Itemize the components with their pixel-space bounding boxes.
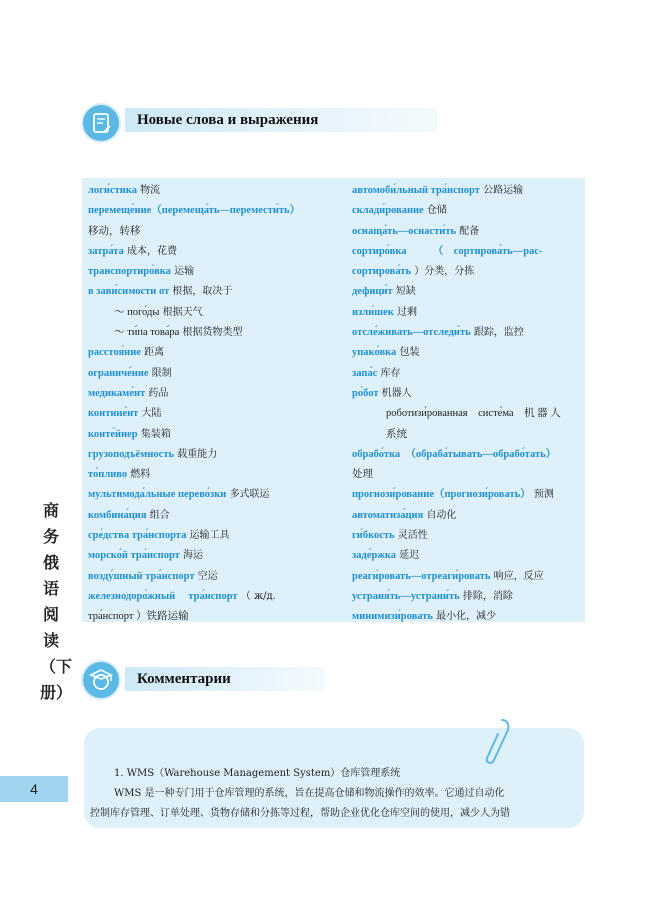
vocab-chinese: 公路运输	[483, 185, 524, 196]
vocab-entry	[352, 282, 584, 302]
vocab-russian: мультимода́льные перево́зки	[88, 489, 227, 501]
vocab-entry	[352, 364, 584, 384]
vocab-chinese: 燃料	[130, 469, 151, 481]
vocab-russian: склади́рование	[352, 205, 424, 217]
vocab-continuation: тра́нспорт ）铁路运输	[88, 611, 189, 623]
vocab-column-right	[352, 181, 584, 628]
vocab-russian: упако́вка	[352, 347, 397, 359]
vocab-entry	[352, 181, 584, 201]
vocab-russian: в зави́симости от	[88, 286, 170, 298]
vocab-continuation: 移动，转移	[88, 225, 141, 237]
vocab-chinese: 跟踪，监控	[473, 327, 524, 339]
vocab-entry	[352, 343, 584, 363]
vocab-russian: комбина́ция	[88, 509, 147, 521]
vocab-russian: логи́стика	[88, 185, 137, 196]
vocab-entry	[352, 384, 584, 404]
vocab-russian: конте́йнер	[88, 428, 138, 440]
vocab-chinese: 仓储	[426, 205, 447, 217]
vocab-chinese: 根据天气	[162, 306, 203, 318]
comment-line-2: WMS 是一种专门用于仓库管理的系统，旨在提高仓储和物流操作的效率。它通过自动化	[114, 788, 505, 799]
vocab-russian: ро́бот	[352, 387, 379, 399]
vocab-entry	[88, 323, 338, 343]
vocab-russian: обрабо́тка （обраба́тывать—обрабо́тать）	[352, 448, 557, 460]
vocab-chinese: 排除，消除	[462, 590, 513, 602]
vocab-russian: ограниче́ние	[88, 367, 149, 379]
vocab-chinese: 运输工具	[189, 530, 230, 542]
vocab-chinese: 过剩	[396, 306, 417, 318]
vocab-entry	[88, 181, 338, 201]
vocab-entry	[88, 465, 338, 485]
vocab-russian: оснаща́ть—оснасти́ть	[352, 225, 457, 237]
vocab-russian: расстоя́ние	[88, 347, 141, 359]
paperclip-icon	[478, 716, 518, 776]
vocab-entry	[88, 445, 338, 465]
vocab-chinese: 根据，取决于	[172, 286, 233, 298]
vocab-entry	[352, 222, 584, 242]
vocab-chinese: 大陆	[141, 408, 162, 420]
notebook-icon	[83, 105, 119, 141]
vocab-entry	[88, 404, 338, 424]
vocab-entry	[352, 546, 584, 566]
vocab-entry	[88, 607, 338, 627]
vocab-entry	[88, 303, 338, 323]
vocab-russian: минимизи́ровать	[352, 611, 433, 623]
vocab-russian: железнодоро́жный тра́нспорт	[88, 590, 238, 602]
vocab-entry	[88, 201, 338, 221]
page-number: 4	[0, 776, 68, 802]
vocab-entry	[352, 262, 584, 282]
vocab-column-left	[88, 181, 338, 628]
vocab-russian: грузоподъёмность	[88, 448, 175, 460]
vocab-russian: сортирова́ть	[352, 266, 412, 278]
vocab-russian: затра́та	[88, 245, 124, 257]
vocab-chinese: 机器人	[381, 387, 412, 399]
vocab-russian: медикаме́нт	[88, 387, 146, 399]
vocab-entry	[352, 303, 584, 323]
vocab-subentry: 系统	[386, 428, 407, 440]
vocab-chinese: 空运	[197, 570, 218, 582]
vocab-chinese: 预测	[533, 489, 554, 501]
comment-line-3: 控制库存管理、订单处理、货物存储和分拣等过程，帮助企业优化仓库空间的使用，减少人为错	[90, 808, 510, 819]
vocab-chinese: 药品	[148, 387, 169, 399]
vocab-chinese: 根据货物类型	[182, 327, 243, 339]
vocab-subentry: роботизи́рованная систе́ма 机 器 人	[386, 408, 561, 420]
vocab-chinese: 运输	[174, 266, 195, 278]
vocab-russian: сре́дства тра́нспорта	[88, 530, 187, 542]
vocab-russian: изли́шек	[352, 306, 394, 318]
vocab-example: ～ ти́па това́ра	[114, 327, 180, 339]
vocab-russian: прогнози́рование（прогнози́ровать）	[352, 489, 531, 501]
vocab-chinese: 短缺	[395, 286, 416, 298]
vocab-entry	[88, 384, 338, 404]
vocab-russian: отсле́живать—отследи́ть	[352, 327, 471, 339]
vocab-chinese: 组合	[149, 509, 170, 521]
vocab-entry	[88, 222, 338, 242]
vocab-chinese: 多式联运	[229, 489, 270, 501]
vocab-example: ～ пого́ды	[114, 306, 160, 318]
vocab-entry	[352, 607, 584, 627]
vocab-entry	[352, 242, 584, 262]
vocab-russian: устраня́ть—устрани́ть	[352, 590, 460, 602]
vocab-entry	[352, 587, 584, 607]
vocab-chinese: 海运	[183, 550, 204, 562]
vocabulary-box	[82, 178, 585, 622]
comment-line-1: 1. WMS（Warehouse Management System）仓库管理系统	[114, 768, 401, 779]
vocab-chinese: 灵活性	[397, 530, 428, 542]
vocab-chinese: 集装箱	[140, 428, 171, 440]
vocab-entry	[352, 445, 584, 465]
vocab-russian: ги́бкость	[352, 530, 395, 542]
vocab-entry	[88, 282, 338, 302]
vocab-russian: контине́нт	[88, 408, 139, 420]
vocab-entry	[352, 404, 584, 424]
vocab-entry	[352, 485, 584, 505]
student-cap-icon	[83, 662, 119, 698]
vocab-entry	[352, 465, 584, 485]
vocab-russian: заде́ржка	[352, 550, 397, 562]
vocab-entry	[88, 506, 338, 526]
vocab-russian: дефици́т	[352, 286, 393, 298]
vocab-entry	[352, 567, 584, 587]
vocab-entry	[88, 485, 338, 505]
vocab-entry	[352, 323, 584, 343]
book-side-title: 商务俄语阅读（下册）	[40, 501, 73, 702]
vocab-entry	[352, 526, 584, 546]
vocab-entry	[88, 364, 338, 384]
vocab-chinese: 包装	[399, 347, 420, 359]
vocab-entry	[88, 526, 338, 546]
vocab-entry	[88, 343, 338, 363]
vocab-continuation: 处理	[352, 469, 373, 481]
vocab-russian: автоматиза́ция	[352, 509, 424, 521]
vocab-chinese: 响应，反应	[493, 570, 544, 582]
vocab-entry	[88, 587, 338, 607]
vocab-entry	[352, 506, 584, 526]
vocab-chinese: 物流	[140, 185, 161, 196]
vocab-chinese: 距离	[144, 347, 165, 359]
vocab-entry	[88, 262, 338, 282]
section-title-new-words: Новые слова и выражения	[125, 108, 437, 132]
vocab-russian: сортиро́вка （ сортирова́ть—рас-	[352, 245, 543, 257]
vocab-chinese: 自动化	[426, 509, 457, 521]
vocab-entry	[88, 546, 338, 566]
vocab-chinese: 最小化，减少	[436, 611, 497, 623]
vocab-russian: возду́шный тра́нспорт	[88, 570, 195, 582]
vocab-chinese: 库存	[380, 367, 401, 379]
vocab-chinese: 载重能力	[177, 448, 218, 460]
vocab-entry	[88, 567, 338, 587]
vocab-russian: морско́й тра́нспорт	[88, 550, 180, 562]
vocab-russian: транспортиро́вка	[88, 266, 171, 278]
vocab-entry	[352, 425, 584, 445]
vocab-russian: автомоби́льный тра́нспорт	[352, 185, 480, 196]
vocab-chinese: ）分类，分拣	[414, 266, 475, 278]
vocab-russian: реаги́ровать—отреаги́ровать	[352, 570, 491, 582]
vocab-russian: запа́с	[352, 367, 378, 379]
vocab-entry	[88, 242, 338, 262]
vocab-entry	[88, 425, 338, 445]
vocab-chinese: 延迟	[399, 550, 420, 562]
vocab-chinese: 配备	[459, 225, 480, 237]
vocab-entry	[352, 201, 584, 221]
vocab-russian: перемеще́ние（перемеща́ть—перемести́ть）	[88, 205, 301, 217]
vocab-russian: то́пливо	[88, 469, 128, 481]
section-title-comments: Комментарии	[125, 667, 325, 691]
vocab-chinese: 限制	[151, 367, 172, 379]
vocab-chinese: （ ж/д.	[240, 590, 276, 602]
vocab-chinese: 成本，花费	[127, 245, 178, 257]
